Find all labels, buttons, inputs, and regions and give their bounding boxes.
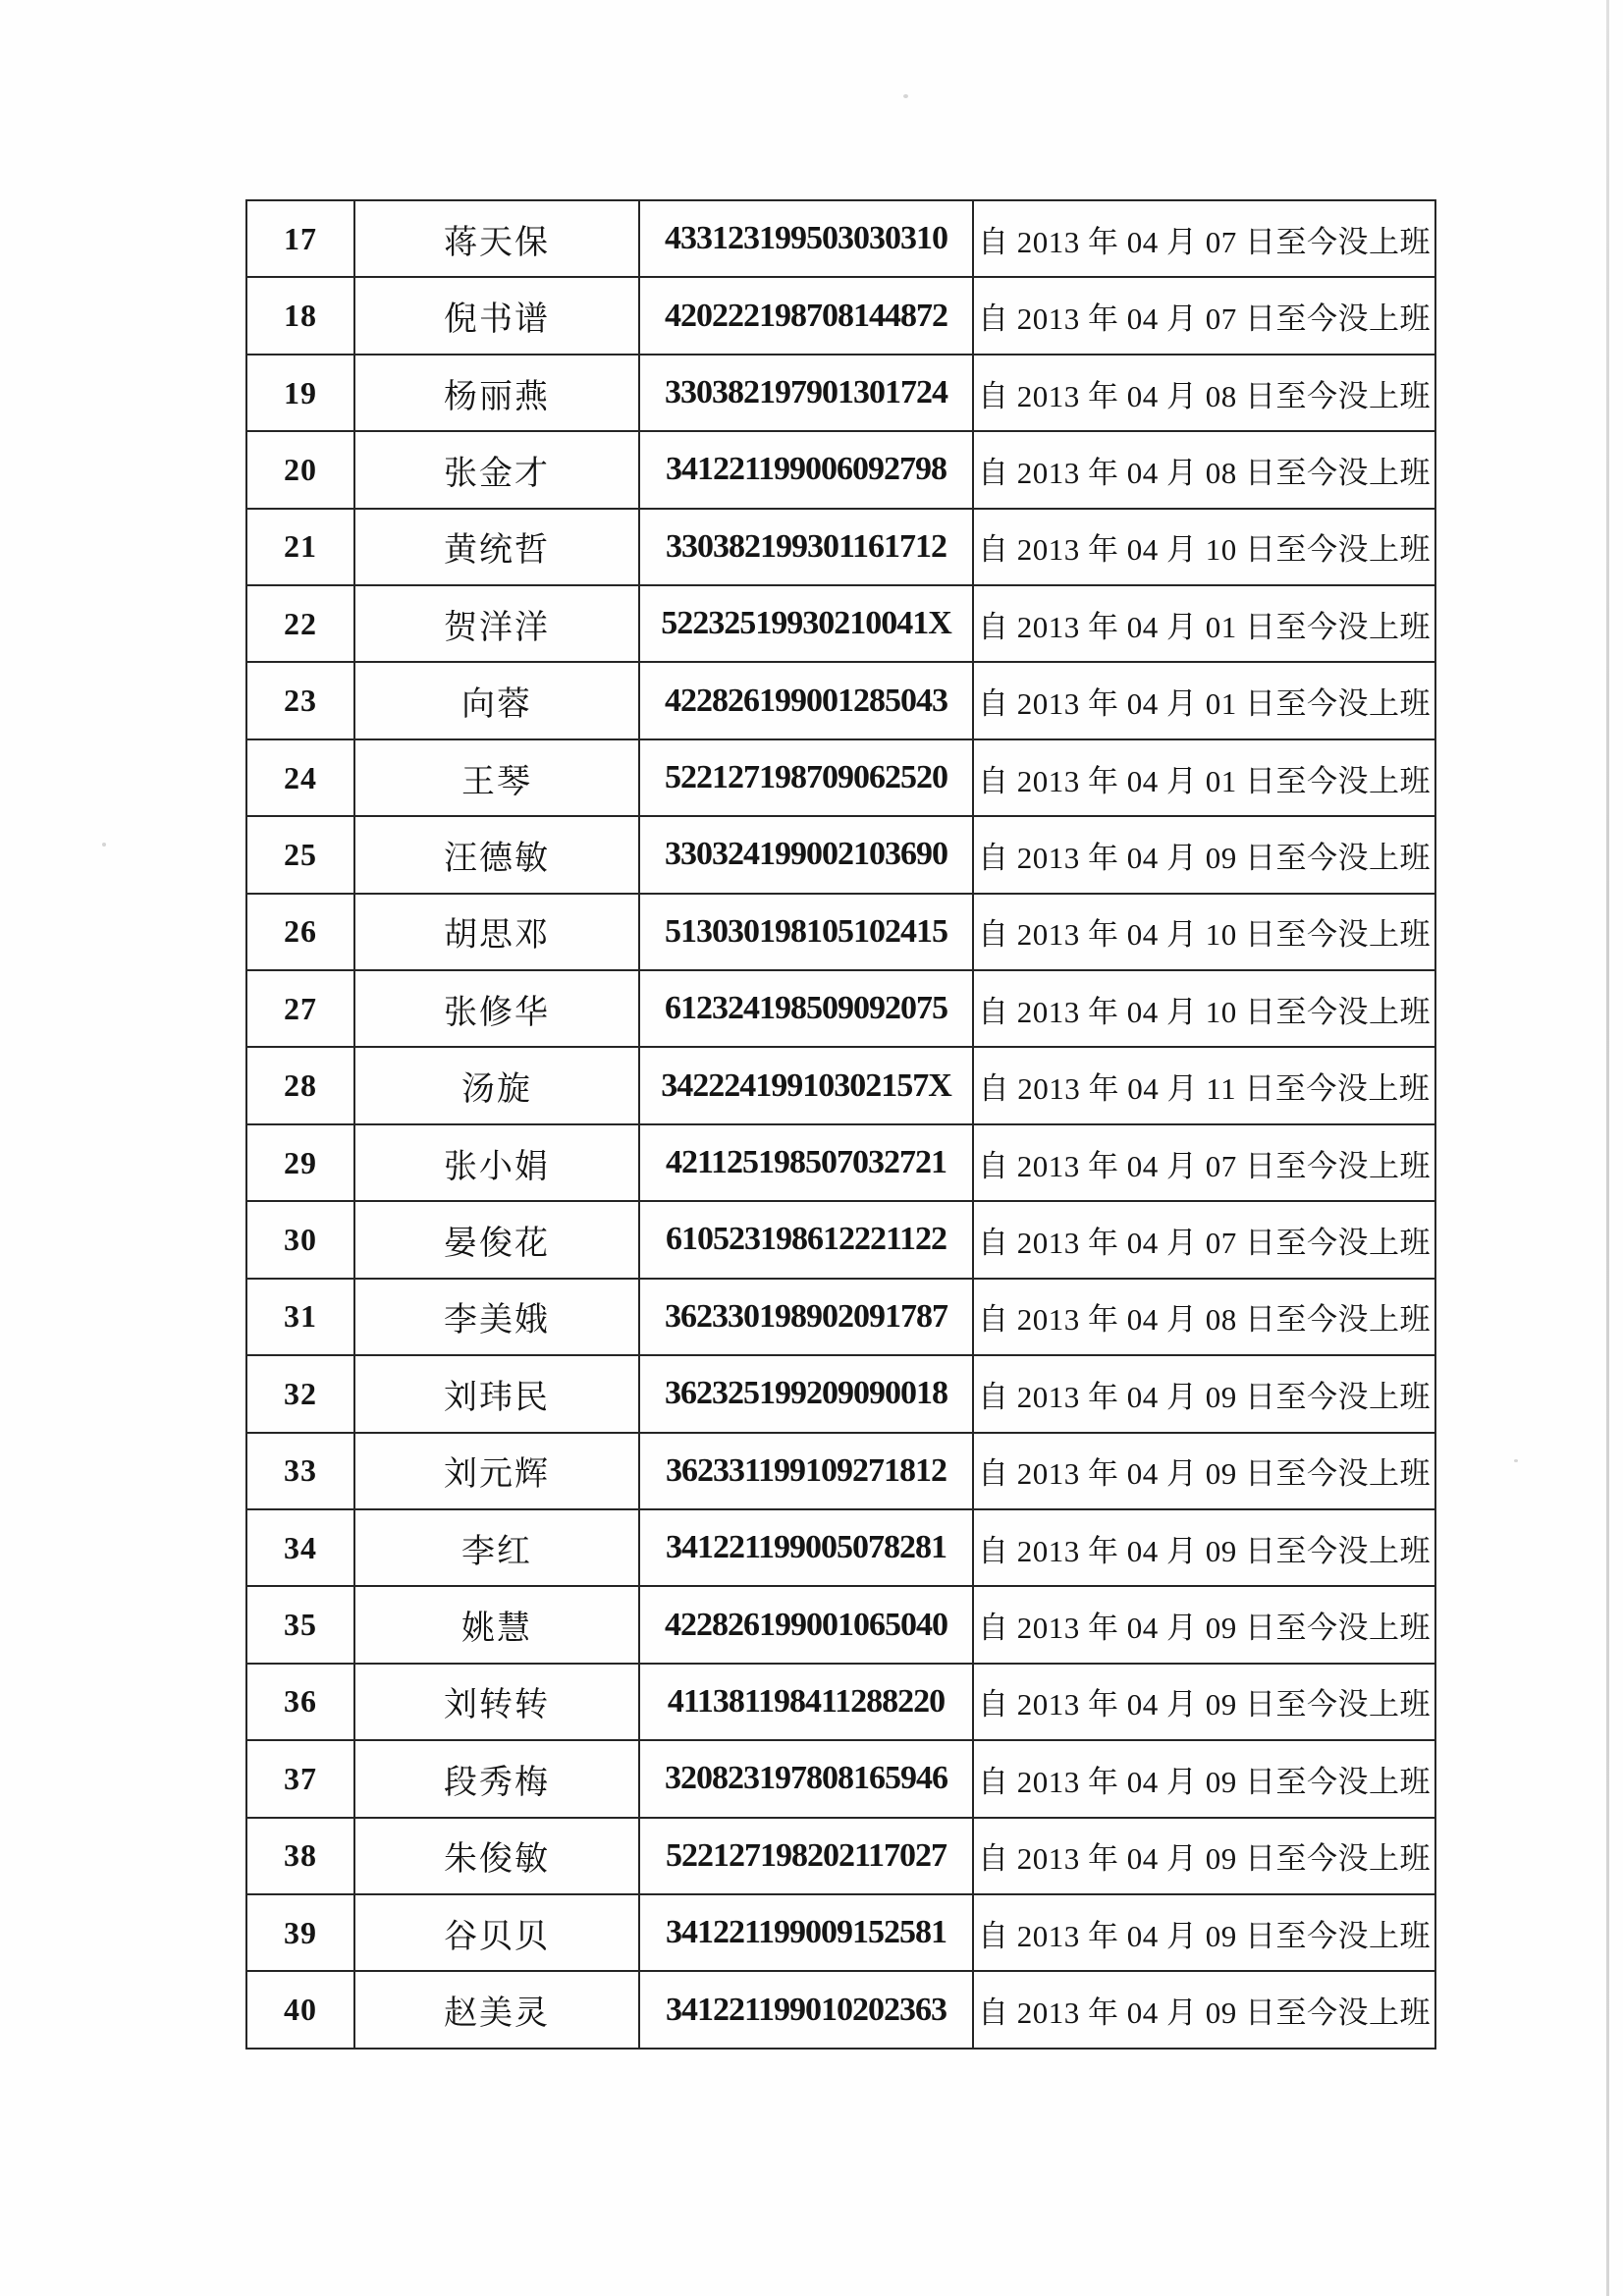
absence-status-cell: 自 2013 年 04 月 09 日至今没上班 — [973, 816, 1435, 893]
table-row — [246, 662, 1435, 738]
absence-status-cell: 自 2013 年 04 月 08 日至今没上班 — [973, 1279, 1435, 1355]
table-row — [246, 1509, 1435, 1586]
id-number-cell: 330324199002103690 — [639, 816, 973, 893]
person-name-cell: 张金才 — [354, 431, 639, 508]
absence-status-cell: 自 2013 年 04 月 10 日至今没上班 — [973, 894, 1435, 970]
person-name-cell: 刘玮民 — [354, 1355, 639, 1432]
row-number-cell: 26 — [246, 894, 354, 970]
absence-status-cell: 自 2013 年 04 月 07 日至今没上班 — [973, 200, 1435, 277]
table-row — [246, 894, 1435, 970]
id-number-cell: 411381198411288220 — [639, 1664, 973, 1740]
absence-status-cell: 自 2013 年 04 月 09 日至今没上班 — [973, 1586, 1435, 1663]
row-number-cell: 21 — [246, 509, 354, 585]
table-row — [246, 1201, 1435, 1278]
absence-status-cell: 自 2013 年 04 月 07 日至今没上班 — [973, 1124, 1435, 1201]
absence-status-cell: 自 2013 年 04 月 09 日至今没上班 — [973, 1355, 1435, 1432]
person-name-cell: 谷贝贝 — [354, 1894, 639, 1971]
person-name-cell: 刘转转 — [354, 1664, 639, 1740]
attendance-roster-table — [245, 199, 1436, 2050]
row-number-cell: 40 — [246, 1971, 354, 2049]
id-number-cell: 433123199503030310 — [639, 200, 973, 277]
table-row — [246, 355, 1435, 431]
row-number-cell: 36 — [246, 1664, 354, 1740]
person-name-cell: 晏俊花 — [354, 1201, 639, 1278]
id-number-cell: 330382199301161712 — [639, 509, 973, 585]
absence-status-cell: 自 2013 年 04 月 11 日至今没上班 — [973, 1047, 1435, 1123]
table-row — [246, 1047, 1435, 1123]
person-name-cell: 李美娥 — [354, 1279, 639, 1355]
row-number-cell: 35 — [246, 1586, 354, 1663]
id-number-cell: 420222198708144872 — [639, 277, 973, 354]
row-number-cell: 38 — [246, 1818, 354, 1894]
row-number-cell: 18 — [246, 277, 354, 354]
person-name-cell: 姚慧 — [354, 1586, 639, 1663]
absence-status-cell: 自 2013 年 04 月 10 日至今没上班 — [973, 509, 1435, 585]
person-name-cell: 刘元辉 — [354, 1433, 639, 1509]
absence-status-cell: 自 2013 年 04 月 09 日至今没上班 — [973, 1509, 1435, 1586]
absence-status-cell: 自 2013 年 04 月 09 日至今没上班 — [973, 1971, 1435, 2049]
row-number-cell: 31 — [246, 1279, 354, 1355]
id-number-cell: 52232519930210041X — [639, 585, 973, 662]
table-row — [246, 1355, 1435, 1432]
table-row — [246, 1124, 1435, 1201]
id-number-cell: 522127198202117027 — [639, 1818, 973, 1894]
table-row — [246, 1818, 1435, 1894]
person-name-cell: 张修华 — [354, 970, 639, 1047]
table-row — [246, 1279, 1435, 1355]
absence-status-cell: 自 2013 年 04 月 08 日至今没上班 — [973, 355, 1435, 431]
id-number-cell: 422826199001065040 — [639, 1586, 973, 1663]
absence-status-cell: 自 2013 年 04 月 09 日至今没上班 — [973, 1740, 1435, 1817]
id-number-cell: 362325199209090018 — [639, 1355, 973, 1432]
row-number-cell: 23 — [246, 662, 354, 738]
id-number-cell: 362331199109271812 — [639, 1433, 973, 1509]
absence-status-cell: 自 2013 年 04 月 09 日至今没上班 — [973, 1894, 1435, 1971]
table-row — [246, 1433, 1435, 1509]
table-row — [246, 739, 1435, 816]
absence-status-cell: 自 2013 年 04 月 01 日至今没上班 — [973, 662, 1435, 738]
absence-status-cell: 自 2013 年 04 月 09 日至今没上班 — [973, 1433, 1435, 1509]
table-row — [246, 970, 1435, 1047]
scan-speck — [903, 94, 908, 98]
table-row — [246, 1971, 1435, 2049]
row-number-cell: 27 — [246, 970, 354, 1047]
absence-status-cell: 自 2013 年 04 月 01 日至今没上班 — [973, 585, 1435, 662]
person-name-cell: 贺洋洋 — [354, 585, 639, 662]
scan-speck — [1514, 1459, 1518, 1462]
person-name-cell: 黄统哲 — [354, 509, 639, 585]
id-number-cell: 421125198507032721 — [639, 1124, 973, 1201]
person-name-cell: 倪书谱 — [354, 277, 639, 354]
row-number-cell: 39 — [246, 1894, 354, 1971]
scanner-artifact-line — [1606, 0, 1609, 2296]
absence-status-cell: 自 2013 年 04 月 09 日至今没上班 — [973, 1818, 1435, 1894]
id-number-cell: 320823197808165946 — [639, 1740, 973, 1817]
roster-table-body — [246, 200, 1435, 2049]
person-name-cell: 朱俊敏 — [354, 1818, 639, 1894]
row-number-cell: 25 — [246, 816, 354, 893]
row-number-cell: 34 — [246, 1509, 354, 1586]
row-number-cell: 28 — [246, 1047, 354, 1123]
person-name-cell: 汪德敏 — [354, 816, 639, 893]
id-number-cell: 34222419910302157X — [639, 1047, 973, 1123]
person-name-cell: 王琴 — [354, 739, 639, 816]
person-name-cell: 汤旋 — [354, 1047, 639, 1123]
id-number-cell: 610523198612221122 — [639, 1201, 973, 1278]
id-number-cell: 330382197901301724 — [639, 355, 973, 431]
person-name-cell: 蒋天保 — [354, 200, 639, 277]
absence-status-cell: 自 2013 年 04 月 09 日至今没上班 — [973, 1664, 1435, 1740]
person-name-cell: 杨丽燕 — [354, 355, 639, 431]
row-number-cell: 29 — [246, 1124, 354, 1201]
table-row — [246, 585, 1435, 662]
table-row — [246, 1740, 1435, 1817]
person-name-cell: 赵美灵 — [354, 1971, 639, 2049]
id-number-cell: 341221199005078281 — [639, 1509, 973, 1586]
id-number-cell: 341221199009152581 — [639, 1894, 973, 1971]
table-row — [246, 1894, 1435, 1971]
absence-status-cell: 自 2013 年 04 月 01 日至今没上班 — [973, 739, 1435, 816]
table-row — [246, 200, 1435, 277]
row-number-cell: 33 — [246, 1433, 354, 1509]
absence-status-cell: 自 2013 年 04 月 07 日至今没上班 — [973, 1201, 1435, 1278]
person-name-cell: 胡思邓 — [354, 894, 639, 970]
scan-speck — [102, 843, 106, 847]
absence-status-cell: 自 2013 年 04 月 10 日至今没上班 — [973, 970, 1435, 1047]
table-row — [246, 1586, 1435, 1663]
row-number-cell: 20 — [246, 431, 354, 508]
id-number-cell: 522127198709062520 — [639, 739, 973, 816]
row-number-cell: 30 — [246, 1201, 354, 1278]
row-number-cell: 19 — [246, 355, 354, 431]
table-row — [246, 431, 1435, 508]
person-name-cell: 段秀梅 — [354, 1740, 639, 1817]
person-name-cell: 张小娟 — [354, 1124, 639, 1201]
absence-status-cell: 自 2013 年 04 月 07 日至今没上班 — [973, 277, 1435, 354]
id-number-cell: 513030198105102415 — [639, 894, 973, 970]
id-number-cell: 341221199006092798 — [639, 431, 973, 508]
id-number-cell: 362330198902091787 — [639, 1279, 973, 1355]
table-row — [246, 816, 1435, 893]
row-number-cell: 37 — [246, 1740, 354, 1817]
table-row — [246, 277, 1435, 354]
person-name-cell: 向蓉 — [354, 662, 639, 738]
row-number-cell: 17 — [246, 200, 354, 277]
id-number-cell: 422826199001285043 — [639, 662, 973, 738]
id-number-cell: 341221199010202363 — [639, 1971, 973, 2049]
row-number-cell: 24 — [246, 739, 354, 816]
table-row — [246, 509, 1435, 585]
absence-status-cell: 自 2013 年 04 月 08 日至今没上班 — [973, 431, 1435, 508]
person-name-cell: 李红 — [354, 1509, 639, 1586]
table-row — [246, 1664, 1435, 1740]
id-number-cell: 612324198509092075 — [639, 970, 973, 1047]
row-number-cell: 22 — [246, 585, 354, 662]
row-number-cell: 32 — [246, 1355, 354, 1432]
